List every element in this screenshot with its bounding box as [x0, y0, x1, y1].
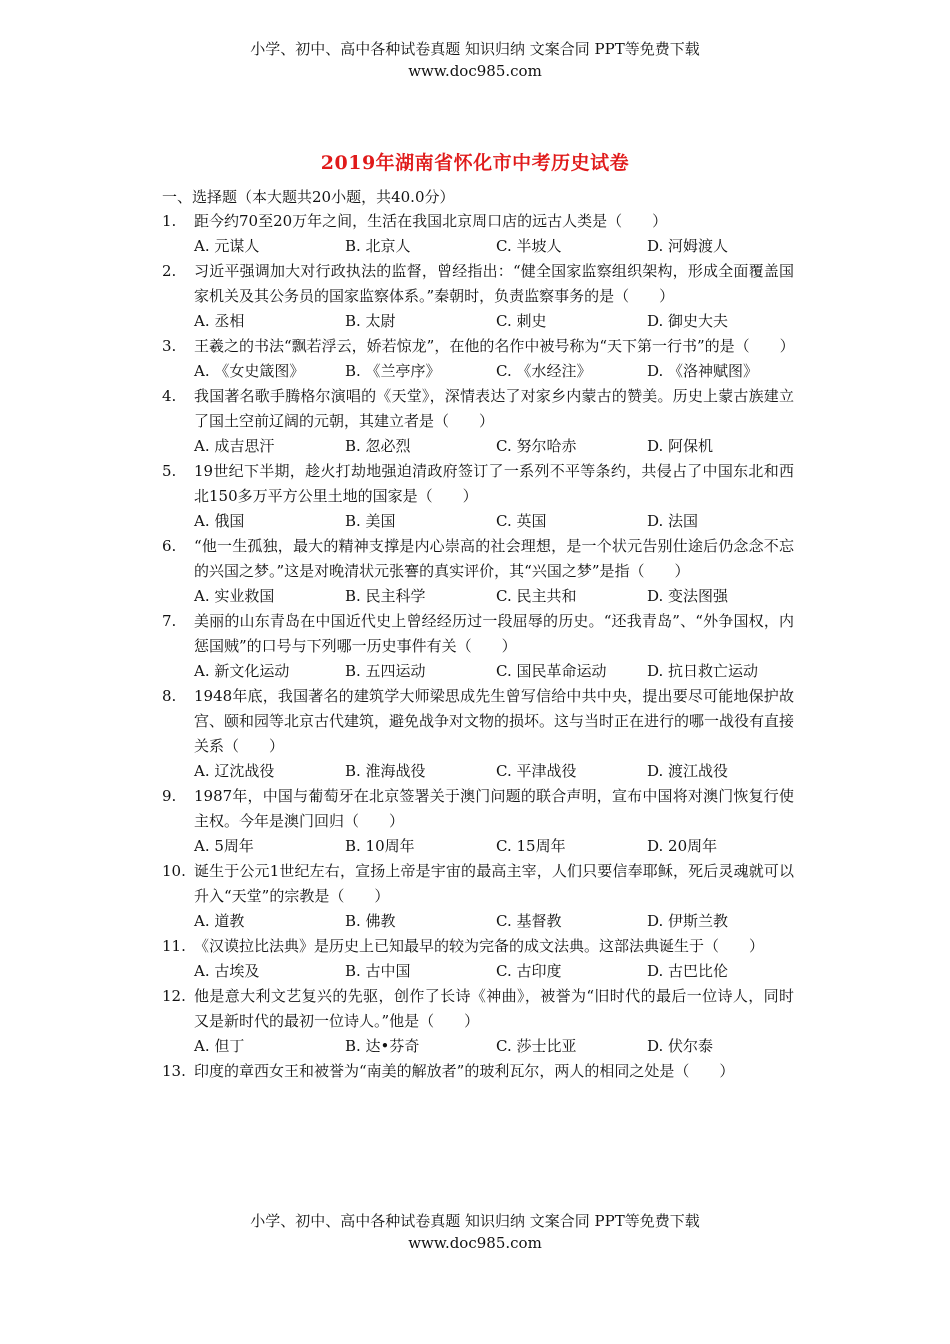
- answer-option: B. 10周年: [345, 837, 415, 855]
- answer-option: C. 民主共和: [496, 587, 577, 605]
- answer-option: D. 抗日救亡运动: [647, 662, 759, 680]
- question-number: 13.: [162, 1062, 186, 1080]
- answer-option: D. 河姆渡人: [647, 237, 729, 255]
- question-number: 12.: [162, 987, 186, 1005]
- answer-options: [194, 959, 794, 984]
- question-item: [162, 859, 794, 934]
- answer-option: A. 新文化运动: [194, 662, 290, 680]
- answer-option: B. 淮海战役: [345, 762, 426, 780]
- answer-option: D. 法国: [647, 512, 699, 530]
- answer-option: A. 道教: [194, 912, 245, 930]
- answer-option: A. 《女史箴图》: [194, 362, 305, 380]
- answer-option: C. 英国: [496, 512, 547, 530]
- question-item: [162, 784, 794, 859]
- question-text: 美丽的山东青岛在中国近代史上曾经经历过一段屈辱的历史。“还我青岛”、“外争国权，内惩国贼”的口号与下列哪一历史事件有关（ ）: [194, 612, 794, 655]
- answer-options: [194, 309, 794, 334]
- answer-options: [194, 509, 794, 534]
- answer-option: A. 但丁: [194, 1037, 245, 1055]
- answer-option: B. 古中国: [345, 962, 411, 980]
- question-text: 王羲之的书法“飘若浮云，娇若惊龙”，在他的名作中被号称为“天下第一行书”的是（ ）: [194, 337, 795, 355]
- answer-option: C. 古印度: [496, 962, 562, 980]
- answer-option: D. 御史大夫: [647, 312, 729, 330]
- question-number: 9.: [162, 787, 177, 805]
- question-item: [162, 934, 794, 984]
- question-list: [162, 209, 794, 1084]
- answer-option: A. 元谋人: [194, 237, 260, 255]
- footer-banner-url[interactable]: www.doc985.com: [408, 1234, 542, 1252]
- answer-option: C. 平津战役: [496, 762, 577, 780]
- answer-option: D. 《洛神赋图》: [647, 362, 759, 380]
- question-item: [162, 609, 794, 684]
- question-number: 7.: [162, 612, 177, 630]
- answer-option: D. 古巴比伦: [647, 962, 729, 980]
- question-item: [162, 984, 794, 1059]
- answer-option: D. 阿保机: [647, 437, 714, 455]
- answer-option: C. 半坡人: [496, 237, 562, 255]
- footer-banner-line1: 小学、初中、高中各种试卷真题 知识归纳 文案合同 PPT等免费下载: [250, 1212, 700, 1230]
- answer-option: D. 变法图强: [647, 587, 729, 605]
- question-number: 1.: [162, 212, 177, 230]
- answer-option: D. 伊斯兰教: [647, 912, 729, 930]
- answer-options: [194, 759, 794, 784]
- answer-option: B. 佛教: [345, 912, 396, 930]
- answer-option: A. 丞相: [194, 312, 245, 330]
- page-title: 2019年湖南省怀化市中考历史试卷: [320, 152, 630, 174]
- answer-option: A. 古埃及: [194, 962, 260, 980]
- answer-option: B. 北京人: [345, 237, 411, 255]
- question-text: 1948年底，我国著名的建筑学大师梁思成先生曾写信给中共中央，提出要尽可能地保护故宫、颐和园等北京古代建筑，避免战争对文物的损坏。这与当时正在进行的哪一战役有直接关系（ ）: [194, 687, 795, 755]
- question-item: [162, 684, 794, 784]
- answer-option: C. 努尔哈赤: [496, 437, 577, 455]
- question-text: 1987年，中国与葡萄牙在北京签署关于澳门问题的联合声明，宣布中国将对澳门恢复行使主权。今年是澳门回归（ ）: [194, 787, 794, 830]
- answer-option: A. 成吉思汗: [194, 437, 275, 455]
- answer-option: B. 民主科学: [345, 587, 426, 605]
- question-number: 3.: [162, 337, 177, 355]
- answer-options: [194, 834, 794, 859]
- answer-option: C. 国民革命运动: [496, 662, 607, 680]
- answer-option: D. 渡江战役: [647, 762, 729, 780]
- answer-option: C. 基督教: [496, 912, 562, 930]
- answer-option: C. 15周年: [496, 837, 566, 855]
- question-number: 5.: [162, 462, 177, 480]
- answer-option: B. 达•芬奇: [345, 1037, 420, 1055]
- question-number: 11.: [162, 937, 186, 955]
- header-banner-line1: 小学、初中、高中各种试卷真题 知识归纳 文案合同 PPT等免费下载: [250, 40, 700, 58]
- question-item: [162, 209, 794, 259]
- answer-option: A. 辽沈战役: [194, 762, 275, 780]
- question-item: [162, 1059, 794, 1084]
- answer-option: B. 太尉: [345, 312, 396, 330]
- question-item: [162, 259, 794, 334]
- answer-options: [194, 234, 794, 259]
- header-banner: [0, 38, 950, 82]
- answer-option: A. 5周年: [194, 837, 254, 855]
- question-text: 印度的章西女王和被誉为“南美的解放者”的玻利瓦尔，两人的相同之处是（ ）: [194, 1062, 735, 1080]
- question-text: 我国著名歌手腾格尔演唱的《天堂》，深情表达了对家乡内蒙古的赞美。历史上蒙古族建立了国土空前辽阔的元朝，其建立者是（ ）: [194, 387, 794, 430]
- question-text: 距今约70至20万年之间，生活在我国北京周口店的远古人类是（ ）: [194, 212, 668, 230]
- question-text: 他是意大利文艺复兴的先驱，创作了长诗《神曲》，被誉为“旧时代的最后一位诗人，同时又是新时代的最初一位诗人。”他是（ ）: [194, 987, 794, 1030]
- answer-option: C. 《水经注》: [496, 362, 592, 380]
- question-text: “他一生孤独，最大的精神支撑是内心崇高的社会理想，是一个状元告别仕途后仍念念不忘的兴国之梦。”这是对晚清状元张謇的真实评价，其“兴国之梦”是指（ ）: [194, 537, 794, 580]
- question-number: 2.: [162, 262, 177, 280]
- answer-option: B. 《兰亭序》: [345, 362, 441, 380]
- header-banner-url[interactable]: www.doc985.com: [408, 62, 542, 80]
- question-item: [162, 459, 794, 534]
- question-item: [162, 534, 794, 609]
- answer-options: [194, 359, 794, 384]
- question-text: 19世纪下半期，趁火打劫地强迫清政府签订了一系列不平等条约，共侵占了中国东北和西北150多万平方公里土地的国家是（ ）: [194, 462, 794, 505]
- question-number: 4.: [162, 387, 177, 405]
- answer-option: A. 实业救国: [194, 587, 275, 605]
- question-number: 10.: [162, 862, 186, 880]
- question-number: 6.: [162, 537, 177, 555]
- answer-options: [194, 584, 794, 609]
- answer-options: [194, 659, 794, 684]
- question-text: 习近平强调加大对行政执法的监督，曾经指出：“健全国家监察组织架构，形成全面覆盖国家机关及其公务员的国家监察体系。”秦朝时，负责监察事务的是（ ）: [194, 262, 794, 305]
- question-item: [162, 334, 794, 384]
- answer-option: B. 忽必烈: [345, 437, 411, 455]
- answer-options: [194, 1034, 794, 1059]
- answer-options: [194, 434, 794, 459]
- answer-option: B. 美国: [345, 512, 396, 530]
- question-text: 诞生于公元1世纪左右，宣扬上帝是宇宙的最高主宰，人们只要信奉耶稣，死后灵魂就可以升入“天堂”的宗教是（ ）: [194, 862, 794, 905]
- footer-banner: [0, 1210, 950, 1254]
- answer-options: [194, 909, 794, 934]
- answer-option: D. 伏尔泰: [647, 1037, 714, 1055]
- answer-option: A. 俄国: [194, 512, 245, 530]
- answer-option: B. 五四运动: [345, 662, 426, 680]
- question-number: 8.: [162, 687, 177, 705]
- answer-option: C. 刺史: [496, 312, 547, 330]
- section-heading: 一、选择题（本大题共20小题，共40.0分）: [162, 188, 455, 206]
- question-text: 《汉谟拉比法典》是历史上已知最早的较为完备的成文法典。这部法典诞生于（ ）: [194, 937, 765, 955]
- answer-option: D. 20周年: [647, 837, 718, 855]
- question-item: [162, 384, 794, 459]
- answer-option: C. 莎士比亚: [496, 1037, 577, 1055]
